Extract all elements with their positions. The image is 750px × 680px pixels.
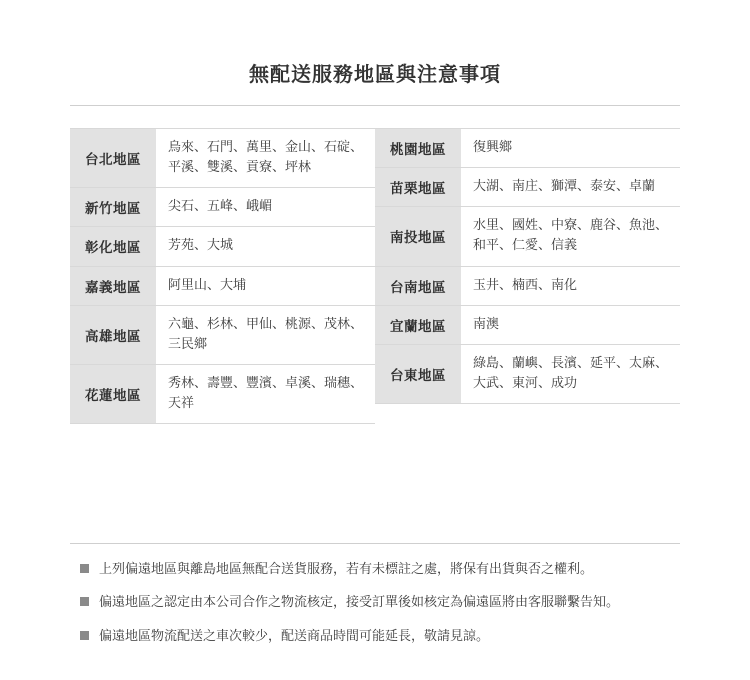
table-row	[375, 267, 680, 306]
region-areas: 尖石、五峰、峨嵋	[168, 199, 273, 215]
region-areas: 芳苑、大城	[168, 238, 234, 254]
table-row	[375, 207, 680, 266]
region-label: 台北地區	[70, 129, 156, 187]
note-item	[70, 627, 680, 647]
square-bullet-icon	[80, 597, 89, 606]
region-label: 苗栗地區	[375, 168, 461, 206]
table-row	[375, 168, 680, 207]
region-areas: 南澳	[473, 316, 500, 332]
note-item	[70, 560, 680, 580]
note-text: 偏遠地區之認定由本公司合作之物流核定，接受訂單後如核定為偏遠區將由客服聯繫告知。	[99, 595, 620, 610]
table-row	[70, 227, 375, 266]
table-row	[70, 188, 375, 227]
region-areas: 秀林、壽豐、豐濱、卓溪、瑞穗、天祥	[168, 375, 364, 412]
region-label: 南投地區	[375, 207, 461, 265]
note-text: 上列偏遠地區與離島地區無配合送貨服務，若有未標註之處，將保有出貨與否之權利。	[99, 561, 594, 577]
regions-column-left	[70, 128, 375, 424]
table-row	[70, 306, 375, 365]
table-row	[375, 306, 680, 345]
region-label: 台南地區	[375, 267, 461, 305]
table-row	[70, 128, 375, 188]
square-bullet-icon	[80, 564, 89, 573]
note-item	[70, 593, 680, 613]
notes-divider	[70, 543, 680, 544]
region-areas: 玉井、楠西、南化	[473, 277, 578, 293]
table-row	[375, 128, 680, 168]
region-label: 彰化地區	[70, 227, 156, 265]
title-divider	[70, 105, 680, 106]
page-title: 無配送服務地區與注意事項	[249, 62, 501, 86]
region-label: 新竹地區	[70, 188, 156, 226]
table-row	[375, 345, 680, 404]
table-row	[70, 365, 375, 424]
region-label: 台東地區	[375, 345, 461, 403]
region-label: 高雄地區	[70, 306, 156, 364]
regions-table	[70, 128, 680, 424]
region-label: 嘉義地區	[70, 267, 156, 305]
region-areas: 水里、國姓、中寮、鹿谷、魚池、和平、仁愛、信義	[473, 218, 669, 254]
region-areas: 烏來、石門、萬里、金山、石碇、平溪、雙溪、貢寮、坪林	[168, 140, 364, 176]
table-row	[70, 267, 375, 306]
note-text: 偏遠地區物流配送之車次較少，配送商品時間可能延長，敬請見諒。	[99, 628, 490, 644]
region-areas: 大湖、南庄、獅潭、泰安、卓蘭	[473, 179, 656, 195]
region-areas: 復興鄉	[473, 140, 513, 155]
notes-section	[70, 543, 680, 647]
region-areas: 綠島、蘭嶼、長濱、延平、太麻、大武、東河、成功	[473, 355, 669, 391]
region-label: 花蓮地區	[70, 365, 156, 423]
square-bullet-icon	[80, 631, 89, 640]
region-areas: 阿里山、大埔	[168, 277, 247, 293]
region-label: 宜蘭地區	[375, 306, 461, 344]
region-label: 桃園地區	[375, 129, 461, 167]
region-areas: 六龜、杉林、甲仙、桃源、茂林、三民鄉	[168, 316, 364, 352]
regions-column-right	[375, 128, 680, 404]
